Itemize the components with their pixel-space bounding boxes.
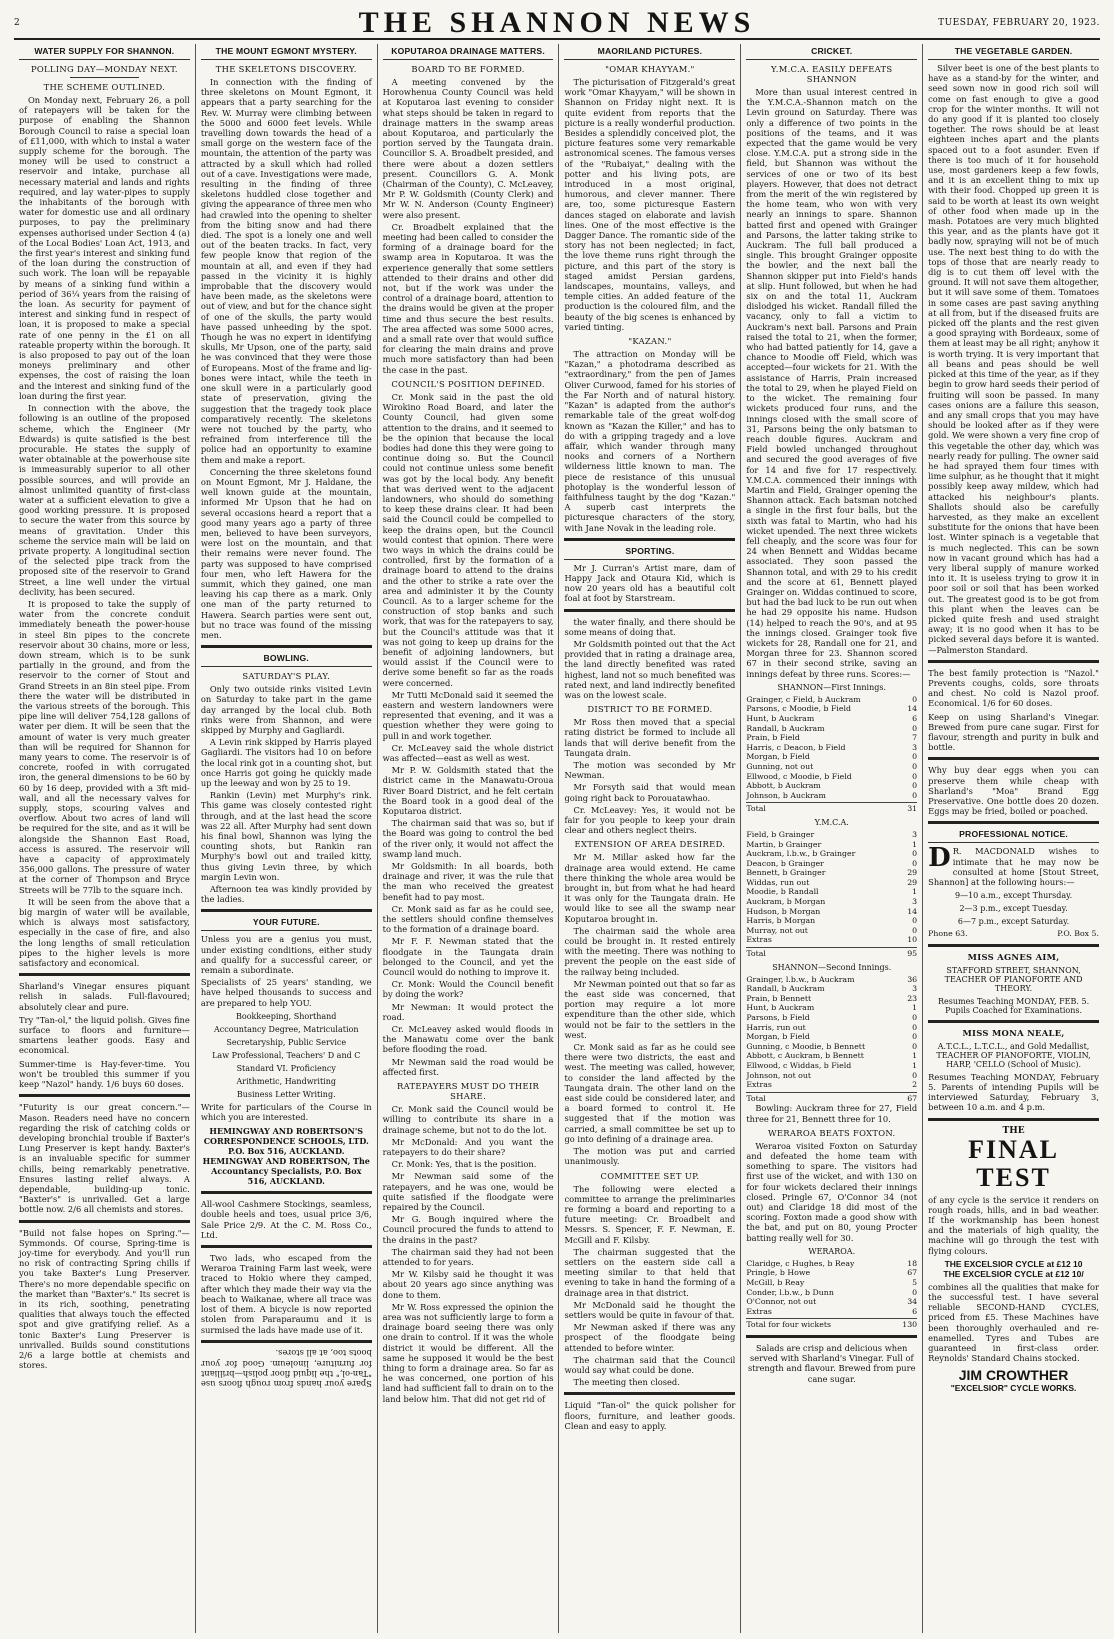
paragraph: The chairman said they had not been attended to for years. [382, 1246, 554, 1267]
paragraph: The chairman said the whole area could be brought in. It rested entirely with the meeting. There was nothing to prevent the people on the east side of the railway being included. [564, 925, 736, 977]
score-row [746, 984, 917, 994]
batsman: Johnson, b Auckram [746, 790, 826, 800]
article-heading: WATER SUPPLY FOR SHANNON. [19, 46, 190, 60]
teacher-name: MISS AGNES AIM, [967, 951, 1060, 962]
runs: 67 [907, 1268, 918, 1278]
paragraph: A Levin rink skipped by Harris played Gagliardi. The visitors had 10 on before the local rink got in a counting shot, but once Harris got going he quickly made up the leeway and won by 25 to 19. [200, 737, 372, 788]
runs: 1 [912, 1060, 918, 1070]
paragraph: Cr. Monk said as far as he could see there were two districts, the east and west. The meeting was called, however, to consider the land affected by the Taungata drain. The other land on the east side could be considered later, and a board formed to control it. He suggested that if the motion was carried, a small committee be set up to go into defining of a drainage area. [564, 1042, 736, 1144]
batsman: Ellwood, c Widdas, b Field [746, 1060, 852, 1070]
batsman: Extras [746, 1306, 772, 1316]
score-row [746, 907, 917, 917]
runs: 0 [912, 761, 918, 771]
drop-cap: D [928, 843, 951, 874]
issue-date: TUESDAY, FEBRUARY 20, 1923. [938, 18, 1100, 28]
runs: 7 [912, 733, 918, 743]
runs: 2 [912, 1080, 918, 1090]
paragraph: Afternoon tea was kindly provided by the ladies. [200, 884, 372, 905]
ad-text: Write for particulars of the Course in which you are interested. [200, 1101, 372, 1123]
score-total [746, 947, 917, 959]
paragraph: Mr Newman: It would protect the road. [382, 1001, 554, 1022]
advertisement [928, 765, 1099, 816]
runs: 6 [912, 713, 918, 723]
paragraph: The chairman suggested that the settlers on the eastern side call a meeting similar to that held that evening to take in hand the forming of a drainage area in that district. [564, 1246, 736, 1298]
runs: 3 [912, 742, 918, 752]
score-row [746, 859, 917, 869]
ad-text: Spare your hands from rough floors use "Tan-ol," the liquid floor polish—brilliant for furniture, linoleum. Good for your boots too, at all stores. [200, 1347, 372, 1389]
column-water-supply [14, 44, 196, 1633]
article-subheading: Y.M.C.A. EASILY DEFEATS SHANNON [770, 64, 893, 84]
paragraph: Mr G. Bough inquired where the Council procured the funds to attend to the drains in the past? [382, 1214, 554, 1245]
newspaper-title: THE SHANNON NEWS [358, 6, 756, 39]
cycle-price: THE EXCELSIOR CYCLE at £12 10/ [943, 1268, 1084, 1279]
score-row [746, 975, 917, 985]
paragraph: Weraroa visited Foxton on Saturday and defeated the home team with something to spare. The visitors had first use of the wicket, and with 130 on for four wickets declared their innings closed. Pringle 67, O'Connor 34 (not out) and Claridge 18 did most of the scoring. Foxton made a good show with the bat, and put on 80, young Procter batting really well for 30. [746, 1140, 918, 1243]
ad-the: THE [1002, 1125, 1025, 1136]
ad-text: Summer-time is Hay-fever-time. You won't be troubled this summer if you keep "Nazol" handy. 1/6 buys 60 doses. [19, 1058, 190, 1090]
score-row [746, 743, 917, 753]
runs: 18 [907, 1258, 918, 1268]
batsman: Gunning, not out [746, 761, 814, 771]
ad-text: All-wool Cashmere Stockings, seamless, double heels and toes, usual price 3/6, Sale Price 2/9. At the C. M. Ross Co., Ltd. [200, 1199, 372, 1240]
score-row [746, 1061, 917, 1071]
advertisement [19, 1059, 190, 1090]
score-row [746, 1003, 917, 1013]
paragraph: The picturisation of Fitzgerald's great work "Omar Khayyam," will be shown in Shannon on Friday night next. It is quite evident from reports that the picture is a really wonderful production. Besides a splendidly conceived plot, the picture features some very remarkable astronomical scenes. The famous verses of the "Rubaiyat," dealing with the potter and his living pots, are introduced in a most original, humorous, and clever manner. There are, too, some picturesque Eastern dances staged on elaborate and lavish lines. One of the most effective is the Dagger Dance. The romantic side of the story has not been neglected; in fact, the love theme runs right through the picture, and this part of the story is staged amidst Persian gardens, landscapes, mountains, valleys, and temple cities. An added feature of the production is the coloured film, and the beauty of the big scenes is enhanced by varied tinting. [564, 77, 736, 332]
score-row [746, 791, 917, 801]
score-row [746, 1051, 917, 1061]
score-row [746, 1259, 917, 1269]
runs: 1 [912, 1051, 918, 1061]
ad-text: Resumes Teaching MONDAY, February 5. Parents of intending Pupils will be interviewed Saturday, February 3, between 10 a.m. and 4 p.m. [928, 1071, 1099, 1113]
score-row [746, 1278, 917, 1288]
batsman: Auckram, l.b.w., b Grainger [746, 849, 856, 859]
batsman: Ellwood, c Moodie, b Field [746, 771, 852, 781]
runs: 1 [912, 887, 918, 897]
paragraph: Mr P. W. Goldsmith stated that the district came in the Manawatu-Oroua River Board District, and he felt certain the Board took in a good deal of the Koputaroa district. [382, 765, 554, 817]
scorecard-title: Y.M.C.A. [814, 817, 849, 827]
score-row [746, 926, 917, 936]
score-row [746, 1080, 917, 1090]
runs: 5 [912, 1277, 918, 1287]
article-heading: SPORTING. [564, 546, 735, 560]
batsman: Field, b Grainger [746, 829, 815, 839]
article-heading: MAORILAND PICTURES. [564, 46, 735, 60]
course-item: Arithmetic, Handwriting [236, 1076, 336, 1086]
paragraph: The meeting then closed. [573, 1377, 680, 1388]
column-mount-egmont [196, 44, 378, 1633]
score-row [746, 1288, 917, 1298]
cycle-price: THE EXCELSIOR CYCLE at £12 10 [944, 1258, 1083, 1269]
ad-text: combines all the qualities that make for the successful test. I have several reliable SECOND-HAND CYCLES, priced from £5. These Machines have been thoroughly overhauled and re-enamelled. Tyres and Tubes are guaranteed in first-class order. Reynolds' Standard Chains stocked. [928, 1281, 1099, 1364]
article-subheading: THE SCHEME OUTLINED. [43, 82, 166, 92]
paragraph: Cr. McLeavey: Yes, it would not be fair for you people to keep your drain clear and others neglect theirs. [564, 804, 736, 836]
score-row [746, 1023, 917, 1033]
scorecard-title: WERAROA. [808, 1246, 856, 1256]
total-label: Total for four wickets [746, 1320, 831, 1330]
score-row [746, 916, 917, 926]
runs: 0 [912, 1022, 918, 1032]
score-row [746, 724, 917, 734]
batsman: Hudson, b Morgan [746, 906, 821, 916]
score-row [746, 935, 917, 945]
article-subheading: COMMITTEE SET UP. [600, 1170, 700, 1181]
batsman: Randall, b Auckram [746, 984, 825, 994]
batsman: Deacon, b Grainger [746, 858, 824, 868]
scorecard-title: SHANNON—First Innings. [777, 682, 886, 692]
article-subheading: BOARD TO BE FORMED. [411, 64, 525, 74]
batsman: Randall, b Auckram [746, 723, 825, 733]
batsman: Abbott, b Auckram [746, 781, 821, 791]
advertiser-name: JIM CROWTHER [958, 1367, 1069, 1384]
ad-text: of any cycle is the service it renders on rough roads, hills, and in bad weather. If the workmanship has been honest and the materials of high quality, the machine will go through the test with flying colours. [928, 1194, 1099, 1256]
score-row [746, 849, 917, 859]
batsman: O'Connor, not out [746, 1297, 817, 1307]
article-subheading: "OMAR KHAYYAM." [605, 64, 695, 74]
ad-text: Sharland's Vinegar ensures piquant relish in salads. Full-flavoured; absolutely clear and pure. [19, 981, 190, 1012]
score-row [746, 1013, 917, 1023]
scorecard [746, 695, 917, 814]
paragraph: More than usual interest centred in the Y.M.C.A.-Shannon match on the Levin ground on Saturday. There was only a difference of two points in the positions of the teams, and it was expected that the game would be very close. Y.M.C.A. put a strong side in the field, but Shannon was without the services of one or two of its best players. However, that does not detract from the merit of the win registered by the home team, who won with very nearly an innings to spare. Shannon batted first and opened with Grainger and Parsons, the latter taking strike to Auckram. The full ball produced a single. This brought Grainger opposite the bowler, and the next ball the Shannon skipper put into Field's hands at slip. Hunt followed, but when he had six on and the total 11, Auckram dislodged his wicket. Randall filled the vacancy, only to fall a victim to Auckram's next ball. Parsons and Prain raised the total to 21, when the former, who had batted patiently for 14, gave a chance to Moodie off Field, which was accepted—four wickets for 21. With the assistance of Harris, Prain increased the total to 29, when he played Field on to the wicket. The remaining four wickets produced four runs, and the innings closed with the small score of 31, Parsons being the only batsman to reach double figures. Auckram and Field bowled unchanged throughout and secured the good averages of five for 14 and five for 17 respectively. Y.M.C.A. commenced their innings with Martin and Field, Grainger opening the Shannon attack. Each batsman notched a single in the first four balls, but the sixth was fatal to Martin, who had his wicket upended. The next three wickets fell cheaply, and the score was four for 24 when Bennett and Widdas became associated. They soon passed the Shannon total, and with 29 to his credit and the score at 61, Bennett played Grainger on. Widdas continued to score, but had the bad luck to be run out when he had 29 opposite his name. Hudson (14) helped to reach the 90's, and at 95 the innings closed. Grainger took five wickets for 28, Randall one for 21, and Morgan three for 23. Shannon scored 67 in their second strike, saving an innings defeat by three runs. Scores:— [746, 87, 918, 679]
paragraph: Mr McDonald said he thought the settlers would be quite in favour of that. [564, 1299, 736, 1320]
paragraph: Rankin (Levin) met Murphy's rink. This game was closely contested right through, and at the last head the score was 22 all. After Murphy had sent down his final bowl, Shannon was lying the counting shots, but Rankin ran Murphy's bowl out and trailed kitty, thus giving Levin three, by which margin Levin won. [200, 790, 372, 882]
ad-text: Liquid "Tan-ol" the quick polisher for floors, furniture, and leather goods. Clean and easy to apply. [564, 1400, 736, 1431]
article-subheading: EXTENSION OF AREA DESIRED. [574, 839, 726, 850]
course-item: Secretaryship, Public Service [226, 1037, 347, 1047]
batsman: Harris, run out [746, 1022, 806, 1032]
article-heading: KOPUTAROA DRAINAGE MATTERS. [383, 46, 554, 60]
paragraph: Mr Newman said some of the ratepayers, and he was one, would be quite satisfied if the floodgate were repaired by the Council. [382, 1171, 554, 1212]
paragraph: Mr Ross then moved that a special rating district be formed to include all lands that will derive benefit from the Taungata drain. [564, 717, 736, 758]
score-row [746, 1032, 917, 1042]
teacher-name: MISS MONA NEALE, [962, 1027, 1065, 1038]
runs: 0 [912, 752, 918, 762]
scorecard [746, 830, 917, 959]
batsman: Harris, c Deacon, b Field [746, 742, 846, 752]
score-row [746, 1307, 917, 1317]
batsman: Harris, b Morgan [746, 916, 816, 926]
batsman: Moodie, b Randall [746, 887, 819, 897]
runs: 0 [912, 1070, 918, 1080]
paragraph: Cr. Monk said the Council would be willing to contribute its share in a drainage scheme, but not to do the lot. [382, 1104, 554, 1135]
advertisement-upside-down [201, 1348, 372, 1389]
scorecard-title: SHANNON—Second Innings. [772, 962, 892, 972]
paragraph: It is proposed to take the supply of water from the concrete conduit immediately beneath the power-house in steel 8in pipes to the concrete reservoir about 30 chains, more or less, down stream, which is to be sunk partially in the ground, and from the reservoir to the corner of Stout and Grand Streets in an 8in steel pipe. From there the water will be distributed in the various streets of the borough. This pipe line will deliver 754,128 gallons of water per diem. It will be seen that the amount of water is very much greater than will be required for Shannon for many years to come. The reservoir is of concrete, roofed in with corrugated iron, the general dimensions to be 60 by 60 by 16 deep, provided with a 3ft mid-wall, and all the necessary valves for supply, stops, scouring valves and overflow. About two acres of land will be required for the site, and as it will be alongside the Shannon East Road, access is assured. The reservoir will have a capacity of approximately 356,000 gallons. The pressure of water at the corner of Thompson and Bryce Streets will be 77lb to the square inch. [19, 598, 190, 895]
teacher-details: Resumes Teaching MONDAY, FEB. 5. Pupils Coached for Examinations. [937, 996, 1090, 1015]
batsman: Parsons, b Field [746, 1013, 810, 1022]
score-row [746, 868, 917, 878]
paragraph: Mr Tutti McDonald said it seemed the eastern and western landowners were represented that evening, and it was a question whether they were going to pull in and work together. [382, 689, 554, 741]
paragraph: Cr. Broadbelt explained that the meeting had been called to consider the forming of a drainage board for the swamp area in Koputaroa. It was the experience generally that some settlers attended to their drains and other did not, but if the work was under the control of a drainage board, attention to the drains would be given at the proper time and thus secure the best results. The area affected was some 5000 acres, and a small rate over that would suffice for clearing the main drains and prove much more satisfactory than had been the case in the past. [382, 221, 554, 375]
advertisement [19, 1228, 190, 1371]
score-row [746, 752, 917, 762]
runs: 0 [912, 1013, 918, 1022]
runs: 23 [907, 993, 918, 1003]
score-row [746, 830, 917, 840]
advertisement [201, 1199, 372, 1240]
batsman: Prain, b Field [746, 733, 800, 743]
ad-text: Keep on using Sharland's Vinegar. Brewed from pure cane sugar. First for flavour, strength and purity in bulk and bottle. [928, 711, 1099, 753]
batsman: Murray, not out [746, 925, 808, 935]
paragraph: In connection with the finding of three skeletons on Mount Egmont, it appears that a party searching for the Rev. W. Murray were climbing between the 5000 and 6000 feet levels. While travelling down towards the head of a small gorge on the western face of the mountain, the attention of the party was attracted by a skull which had rolled out of a cave. Investigations were made, resulting in the finding of three skeletons huddled close together and giving the appearance of three men who had crawled into the opening to shelter from the biting snow and had there died. The spot is a lonely one and well out of the beaten tracks. In fact, very few people know that region of the mountain at all, and even if they had passed in the vicinity it is highly improbable that the discovery would have been made, as the skeletons were out of view, and but for the chance sight of one of the skulls, the party would have passed unheeding by the spot. Though he was no expert in identifying skulls, Mr Upson, one of the party, said he was convinced that they were those of Europeans. Most of the frame and lig-bones were intact, while the teeth in one skull were in a particularly good state of preservation, giving the suggestion that the tragedy took place comparatively recently. The skeletons were not touched by the party, who refrained from interference till the police had an opportunity to examine them and make a report. [200, 77, 372, 465]
article-subheading: POLLING DAY—MONDAY NEXT. [30, 64, 178, 74]
runs: 3 [912, 829, 918, 839]
runs: 0 [912, 916, 918, 926]
runs: 0 [912, 849, 918, 859]
paragraph: The attraction on Monday will be "Kazan," a photodrama described as "extraordinary," from the pen of James Oliver Curwood, famed for his stories of the Far North and of natural history. "Kazan" is adapted from the author's remarkable tale of the great wolf-dog known as "Kazan the Killer," and has to do with a gripping tragedy and a love affair, which wander through many nooks and corners of a Northern wilderness little known to man. The piece de resistance of this unusual photoplay is the wonderful lesson of faithfulness taught by the dog "Kazan." A superb cast interprets the picturesque characters of the story, with Jane Novak in the leading role. [564, 349, 736, 533]
score-row [746, 840, 917, 850]
phone: Phone 63. [928, 929, 968, 939]
runs: 0 [912, 925, 918, 935]
article-subheading: COUNCIL'S POSITION DEFINED. [391, 378, 545, 389]
total-label: Total [746, 1093, 766, 1103]
column-cricket [741, 44, 923, 1633]
paragraph: The motion was seconded by Mr Newman. [564, 759, 736, 781]
page-number: 2 [14, 18, 20, 28]
paragraph: It will be seen from the above that a big margin of water will be available, which is always most satisfactory, especially in the case of fire, and also the long lengths of small reticulation pipes to the higher levels is more satisfactory and economical. [19, 896, 190, 969]
article-subheading: RATEPAYERS MUST DO THEIR SHARE. [396, 1081, 540, 1102]
batsman: Morgan, b Field [746, 752, 810, 762]
final-test-heading: FINAL TEST [968, 1134, 1059, 1192]
article-heading: THE MOUNT EGMONT MYSTERY. [201, 46, 372, 60]
score-row [746, 1042, 917, 1052]
batsman: McGill, b Reay [746, 1277, 805, 1287]
advertisement [19, 1102, 190, 1214]
runs: 0 [912, 1032, 918, 1042]
score-row [746, 1297, 917, 1307]
paragraph: Silver beet is one of the best plants to have as a stand-by for the winter, and seed sown now in good rich soil will come on fast enough to give a good crop for the winter months. It will not do any good if it is planted too closely together. The rows should be at least eighteen inches apart and the plants spaced out to a foot asunder. Even if there is too much of it for household use, most gardeners keep a few fowls, and it is an excellent thing to mix up with their food. Chopped up green it is said to be worth at least its own weight of other food when made up in the mash. Potatoes are very much blighted this year, and as the plants have got it badly now, spraying will not be of much use. The next best thing to do with the tops of those that are nearly ready to dig is to cut them off level with the ground. It will not save them altogether, but it will save some of them. Tomatoes in some cases are past saving anything at all from, but if the diseased fruits are picked off the plants and the rest given a good spraying with Bordeaux, some of them at least may be all right; anyhow it is worth trying. It is very important that all beans and peas should be well picked at this time of the year, as if they begin to grow hard seeds their period of fruiting will soon be passed. In many cases onions are a failure this season, and any small crops that you may have should be looked after as if they were gold. We were shown a very fine crop of this vegetable the other day, which was nearly ready for pulling. The owner said he had sprayed them four times with lime sulphur, as he thought that it might possibly keep away mildew, which had attacked his neighbour's plants. Shallots should also be carefully harvested, as they make an excellent substitute for the onions that have been lost. Winter spinach is a vegetable that is much neglected. This can be sown now in vacant ground which has had a very liberal supply of manure worked into it. It is useless trying to grow it in poor soil or soil that has been worked out. The greatest good is to be got from this plant when the leaves can be picked quite fresh and used straight away; it is no good when it has to be picked several days before it is wanted.—Palmerston Standard. [928, 63, 1099, 655]
paragraph: Mr McDonald: And you want the ratepayers to do their share? [382, 1136, 554, 1157]
score-row [746, 704, 917, 714]
paragraph: Cr. Monk: Yes, that is the position. [391, 1159, 537, 1170]
runs: 29 [907, 877, 918, 887]
hours-line: 2—3 p.m., except Tuesday. [959, 904, 1068, 914]
ad-text: Specialists of 25 years' standing, we have helped thousands to success and are prepared to help YOU. [200, 977, 372, 1008]
runs: 0 [912, 858, 918, 868]
score-row [746, 695, 917, 705]
article-subheading: "KAZAN." [628, 336, 672, 347]
batsman: Bennett, b Grainger [746, 868, 826, 878]
article-heading: PROFESSIONAL NOTICE. [928, 829, 1099, 843]
paragraph: Mr F. F. Newman stated that the floodgate in the Taungata drain belonged to the Council, and yet the Council would do nothing to improve it. [382, 936, 554, 978]
paragraph: Two lads, who escaped from the Weraroa Training Farm last week, were traced to Hokio where they camped, after which they made their way via the beach to Waikanae, where all trace was lost of them. A bicycle is now reported stolen from Paraparaumu and it is surmised the lads have made use of it. [200, 1253, 372, 1335]
paragraph: Bowling: Auckram three for 27, Field three for 21, Bennett three for 10. [746, 1103, 918, 1124]
runs: 1 [912, 839, 918, 849]
batsman: Claridge, c Hughes, b Reay [746, 1258, 855, 1268]
runs: 0 [912, 781, 918, 791]
score-row [746, 772, 917, 782]
total-label: Total [746, 949, 766, 959]
paragraph: Concerning the three skeletons found on Mount Egmont, Mr J. Haldane, the well known guide at the mountain, informed Mr Upson that he had on several occasions heard a report that a good many years ago a party of three men, believed to have been surveyors, were lost on the mountain, and that their remains were never found. The party was supposed to have comprised four men, who left Hawera for the summit, which they gained, one man leaving his cap there as a mark. Only one man of the party returned to Hawera. Search parties were sent out, but no trace was found of the missing men. [200, 466, 372, 640]
paragraph: Cr. Monk said as far as he could see, the settlers should confine themselves to the formation of a drainage board. [382, 903, 554, 935]
score-row [746, 897, 917, 907]
batsman: Abbott, c Auckram, b Bennett [746, 1051, 864, 1061]
ad-text: R. MACDONALD wishes to intimate that he may now be consulted at home [Stout Street, Shannon] at the following hours:— [928, 846, 1099, 888]
advertisement [746, 1343, 917, 1384]
batsman: Widdas, run out [746, 877, 810, 887]
advertiser-works: "EXCELSIOR" CYCLE WORKS. [950, 1383, 1077, 1394]
ad-text: Why buy dear eggs when you can preserve them while cheap with Sharland's "Moa" Brand Egg Preservative. One bottle does 20 dozen. Eggs may be fried, boiled or poached. [928, 765, 1099, 817]
ad-text: "Build not false hopes on Spring."—Symmonds. Of course, Spring-time is joy-time for everybody. And you'll run no risk of contracting Spring chills if you take Baxter's Lung Preserver. There's no more dependable specific on the market than "Baxter's." Its secret is in its rich, soothing, penetrating qualities that always touch the effected spot and give gratifying relief. As a tonic Baxter's Lung Preserver is unrivalled. Builds sound constitutions 2/6 a large bottle at chemists and stores. [19, 1227, 190, 1371]
runs: 34 [907, 1297, 918, 1307]
batsman: Martin, b Grainger [746, 839, 822, 849]
total-runs: 95 [907, 949, 918, 959]
runs: 1 [912, 1003, 918, 1013]
score-row [746, 1071, 917, 1081]
batsman: Johnson, not out [746, 1070, 812, 1080]
runs: 3 [912, 897, 918, 907]
runs: 29 [907, 868, 918, 878]
paragraph: The chairman said that was so, but if the Board was going to control the bed of the river only, it would not affect the swamp land much. [382, 818, 554, 859]
hours-line: 9—10 a.m., except Thursday. [954, 891, 1073, 901]
article-subheading: DISTRICT TO BE FORMED. [587, 704, 713, 715]
paragraph: On Monday next, February 26, a poll of ratepayers will be taken for the purpose of enabling the Shannon Borough Council to raise a special loan of £11,000, with which to instal a water supply scheme for the borough. The money will be used to construct a reservoir and intake, purchase all necessary material and lands and rights required, and lay water-pipes to supply the inhabitants of the borough with water for domestic use and all ordinary purposes, to pay the preliminary expenses authorised under Section 4 (a) of the Local Bodies' Loan Act, 1913, and the first year's interest and sinking fund of the loan during the construction of such work. The loan will be repayable by means of a sinking fund within a period of 36¼ years from the raising of the loan. As security for payment of interest and sinking fund in respect of loan, it is proposed to make a special rate of one penny in the £1 on all rateable property within the borough. It is also proposed to pay out of the loan moneys preliminary and other expenses, the cost of raising the loan and the interest and sinking fund of the loan during the first year. [19, 95, 190, 401]
paragraph: Mr Newman pointed out that so far as the east side was concerned, that portion may require a lot more expenditure than the other side, which would not be fair to the settlers in the west. [564, 978, 736, 1040]
paragraph: Mr J. Curran's Artist mare, dam of Happy Jack and Otaura Kid, which is now 20 years old has a beautiful colt foal at foot by Starstream. [564, 562, 736, 604]
paragraph: Only two outside rinks visited Levin on Saturday to take part in the game day arranged by the local club. Both rinks were from Shannon, and were skipped by Murphy and Gagliardi. [200, 684, 372, 735]
article-subheading: SATURDAY'S PLAY. [242, 671, 331, 682]
batsman: Prain, b Bennett [746, 993, 812, 1003]
course-item: Law Professional, Teachers' D and C [212, 1050, 361, 1060]
score-total [746, 1318, 917, 1330]
column-koputaroa-drainage [378, 44, 560, 1633]
article-heading: BOWLING. [201, 653, 372, 667]
runs: 3 [912, 984, 918, 994]
ad-text: Unless you are a genius you must, under existing conditions, either study and qualify for a successful career, or remain a subordinate. [200, 934, 372, 976]
advertisement [928, 712, 1099, 753]
batsman: Extras [746, 935, 772, 945]
batsman: Grainger, l.b.w., b Auckram [746, 974, 855, 984]
column-maoriland-pictures [559, 44, 741, 1633]
article-subheading: WERAROA BEATS FOXTON. [767, 1127, 896, 1138]
paragraph: Cr. McLeavey asked would floods in the Manawatu come over the bank before flooding the road. [382, 1024, 554, 1055]
article-heading: THE VEGETABLE GARDEN. [928, 46, 1099, 60]
po-box: P.O. Box 5. [1057, 929, 1099, 939]
paragraph: Mr Goldsmith: In all boards, both drainage and river, it was the rule that the man who received the greatest benefit had to pay most. [382, 861, 554, 902]
total-runs: 130 [902, 1320, 918, 1330]
hours-line: 6—7 p.m., except Saturday. [957, 917, 1070, 927]
score-row [746, 994, 917, 1004]
advertisement [928, 668, 1099, 709]
paragraph: Cr. Monk: Would the Council benefit by doing the work? [382, 979, 554, 1000]
batsman: Parsons, c Moodie, b Field [746, 704, 852, 714]
paragraph: Mr W. Kilsby said he thought it was about 20 years ago since anything was done to them. [382, 1269, 554, 1300]
paragraph: Cr. McLeavey said the whole district was affected—east as well as west. [382, 742, 554, 763]
runs: 10 [907, 935, 918, 945]
paragraph: Mr Newman said the road would be affected first. [382, 1056, 554, 1077]
advertisement [19, 1015, 190, 1056]
course-item: Business Letter Writing. [236, 1089, 336, 1099]
paragraph: Mr Newman asked if there was any prospect of the floodgate being attended to before winter. [564, 1322, 736, 1353]
advertisement [564, 1400, 735, 1431]
total-label: Total [746, 804, 766, 814]
runs: 0 [912, 694, 918, 704]
ad-text: Try "Tan-ol," the liquid polish. Gives fine surface to floors and furniture—smartens leather goods. Easy and economical. [19, 1014, 190, 1056]
batsman: Extras [746, 1080, 772, 1090]
runs: 0 [912, 790, 918, 800]
paragraph: Mr W. Ross expressed the opinion the area was not sufficiently large to form a drainage board seeing there was only one drain to control. If it was the whole district it would be different. All the same he supposed it would be the best thing to form a drainage area. So far as he was concerned, one portion of his land had sufficient fall to drain on to the land below him. That did not get rid of [382, 1301, 554, 1404]
score-row [746, 1268, 917, 1278]
article-subheading: THE SKELETONS DISCOVERY. [215, 64, 357, 74]
total-runs: 67 [907, 1093, 918, 1103]
article-heading: CRICKET. [746, 46, 917, 60]
course-item: Standard VI. Proficiency [236, 1063, 336, 1073]
ad-text: The best family protection is "Nazol." Prevents coughs, colds, sore throats and chest. No cold is Nazol proof. Economical. 1/6 for 60 doses. [928, 667, 1099, 709]
course-item: Accountancy Degree, Matriculation [214, 1024, 359, 1034]
score-row [746, 733, 917, 743]
score-row [746, 878, 917, 888]
batsman: Pringle, b Howe [746, 1268, 811, 1278]
paragraph: the water finally, and there should be some means of doing that. [564, 616, 736, 637]
runs: 14 [907, 906, 918, 916]
batsman: Gunning, c Moodie, b Bennett [746, 1041, 866, 1051]
runs: 0 [912, 1287, 918, 1297]
paragraph: A meeting convened by the Horowhenua County Council was held at Koputaroa last evening to consider what steps should be taken in regard to drainage matters in the swamp areas about Koputaroa, and particularly the portion served by the Taungata drain. Councillor S. A. Broadbelt presided, and there were about a dozen settlers present. Councillors G. A. Monk (Chairman of the County), C. McLeavey, Mr P. W. Goldsmith (County Clerk) and Mr W. N. Anderson (County Engineer) were also present. [382, 77, 554, 220]
paragraph: Mr Forsyth said that would mean going right back to Porouatawhao. [564, 782, 736, 803]
runs: 14 [907, 704, 918, 714]
paragraph: In connection with the above, the following is an outline of the proposed scheme, which the Engineer (Mr Edwards) is quite satisfied is the best procurable. He states the supply of water obtainable at the powerhouse site is immeasurably superior to all other possible sources, and will provide an almost unlimited quantity of first-class water at a sufficient elevation to give a good working pressure. It is proposed to secure the water from this source by means of gravitation. Under this scheme the service main will be laid on private property. A longitudinal section of the selected pipe track from the proposed site of the reservoir to Grand Street, a line well under the virtual declivity, has been secured. [19, 403, 190, 597]
runs: 0 [912, 771, 918, 781]
batsman: Hunt, b Auckram [746, 713, 815, 723]
batsman: Morgan, b Field [746, 1032, 810, 1042]
paragraph: The motion was put and carried unanimously. [564, 1146, 736, 1167]
runs: 0 [912, 1041, 918, 1051]
total-runs: 31 [907, 804, 918, 814]
batsman: Grainger, c Field, b Auckram [746, 694, 861, 704]
batsman: Auckram, b Morgan [746, 897, 826, 907]
score-row [746, 887, 917, 897]
course-item: Bookkeeping, Shorthand [236, 1011, 337, 1021]
teacher-details: STAFFORD STREET, SHANNON, TEACHER OF PIANOFORTE AND THEORY. [944, 965, 1083, 993]
columns [14, 44, 1104, 1633]
score-row [746, 762, 917, 772]
runs: 36 [907, 974, 918, 984]
paragraph: Mr Goldsmith pointed out that the Act provided that in rating a drainage area, the land directly benefited was rated highest, land not so much benefited was rated next, and land indirectly benefited was on the lowest scale. [564, 638, 736, 700]
professional-notice [928, 843, 1099, 939]
score-row [746, 714, 917, 724]
ad-text: Salads are crisp and delicious when served with Sharland's Vinegar. Full of strength and flavour. Brewed from pure cane sugar. [747, 1342, 916, 1384]
paragraph: The following were elected a committee to arrange the preliminaries re forming a board and reporting to a future meeting: Cr. Broadbelt and Messrs. S. Spencer, F. F. Newman, E. McGill and F. Kilsby. [564, 1183, 736, 1245]
advertiser: HEMINGWAY AND ROBERTSON'S CORRESPONDENCE SCHOOLS, LTD. P.O. Box 516, AUCKLAND. HEMINGWAY AND ROBERTSON, The Accountancy Specialists, P.O. Box 516, AUCKLAND. [202, 1126, 370, 1187]
score-total [746, 802, 917, 814]
advertisement [201, 934, 372, 1186]
masthead [14, 6, 1100, 40]
score-total [746, 1092, 917, 1104]
column-vegetable-garden [923, 44, 1104, 1633]
batsman: Hunt, b Auckram [746, 1003, 815, 1013]
score-row [746, 781, 917, 791]
scorecard [746, 1259, 917, 1330]
ad-text: "Futurity is our great concern."—Mason. Readers need have no concern regarding the risk of catching colds or developing bronchial trouble if Baxter's Lung Preserver is kept handy. Baxter's is an invaluable specific for summer chills, being remarkably penetrative. Ensures lasting relief always. A dependable, building-up tonic. "Baxter's" is unrivalled. Get a large bottle now. 2/6 all chemists and stores. [19, 1102, 190, 1215]
scorecard [746, 975, 917, 1104]
paragraph: Cr. Monk said in the past the old Wirokino Road Board, and later the County Council, had given some attention to the drains, and it seemed to be the opinion that because the local bodies had done this they were going to continue doing so. But the Council could not continue unless some benefit was got by the local body. Any benefit that was derived went to the adjacent landowners, who should do something to keep these drains clear. It had been said the Council could be compelled to keep the drains open, but the Council would contest that opinion. There were two ways in which the drains could be controlled, first by the formation of a drainage board to attend to the drains and the other to strike a rate over the area and administer it by the County Council. As to a larger scheme for the construction of stop banks and such work, that was for the ratepayers to say, but the Council's attitude was that it was not going to keep up drains for the benefit of adjoining landowners, but would assist if the Council were to derive some benefit so far as the roads were concerned. [382, 391, 554, 688]
paragraph: The chairman said that the Council would say what could be done. [564, 1354, 736, 1375]
advertisement [19, 981, 190, 1012]
teacher-details: A.T.C.L., L.T.C.L., and Gold Medallist, TEACHER OF PIANOFORTE, VIOLIN, HARP, 'CELLO (School of Music). [936, 1041, 1091, 1069]
batsman: Conder, l.b.w., b Dunn [746, 1287, 834, 1297]
paragraph: Mr M. Millar asked how far the drainage area would extend. He came there thinking the whole area would be brought in, but from what he had heard it was only for the Taungata drain. He would like to see all the swamp near Koputaroa brought in. [564, 852, 736, 924]
runs: 6 [912, 1306, 918, 1316]
article-heading: YOUR FUTURE. [201, 917, 372, 931]
runs: 0 [912, 723, 918, 733]
